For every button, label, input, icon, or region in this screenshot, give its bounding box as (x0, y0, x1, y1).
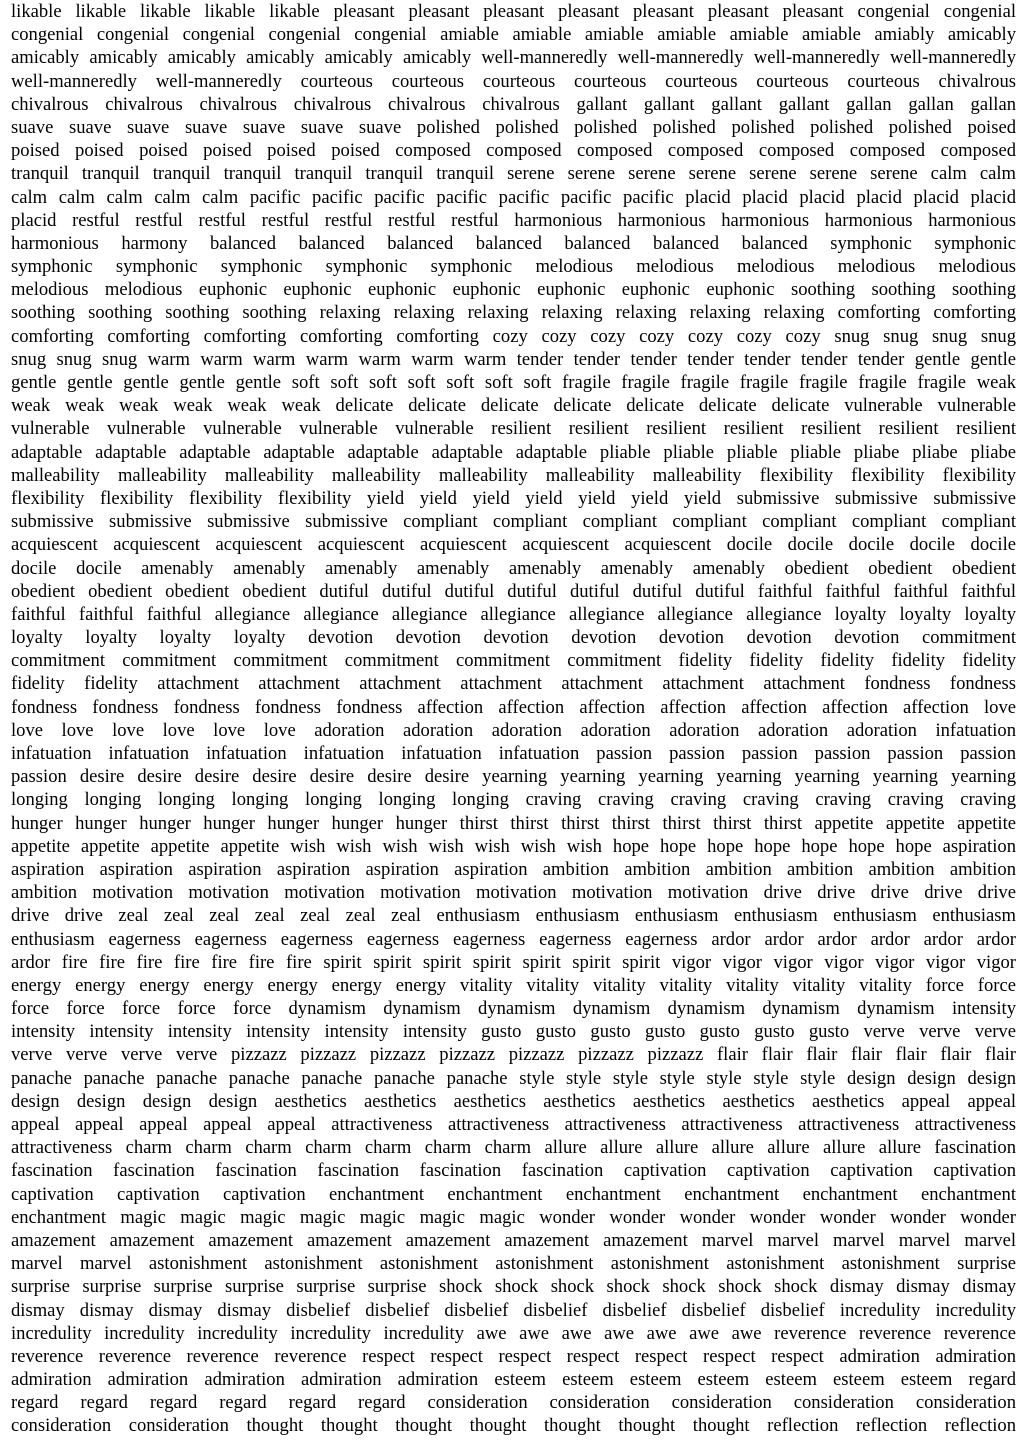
text-line: surprise surprise surprise surprise surprise surprise shock shock shock shock shock shock shock dismay dismay dismay (11, 1276, 1016, 1298)
text-line: dismay dismay dismay dismay disbelief disbelief disbelief disbelief disbelief disbelief disbelief incredulity incredulity (11, 1299, 1016, 1321)
text-line: likable likable likable likable likable pleasant pleasant pleasant pleasant pleasant pleasant pleasant congenial congenial (11, 1, 1016, 22)
text-line: docile docile amenably amenably amenably amenably amenably amenably amenably obedient obedient obedient (11, 557, 1016, 579)
text-line: longing longing longing longing longing longing longing craving craving craving craving craving craving craving (11, 789, 1016, 811)
text-line: admiration admiration admiration admiration admiration esteem esteem esteem esteem esteem esteem esteem regard (11, 1369, 1016, 1391)
text-line: calm calm calm calm calm pacific pacific pacific pacific pacific pacific pacific placid placid placid placid placid placid (11, 186, 1016, 208)
text-line: design design design design aesthetics aesthetics aesthetics aesthetics aesthetics aesthetics aesthetics appeal appeal (11, 1090, 1016, 1112)
text-line: obedient obedient obedient obedient dutiful dutiful dutiful dutiful dutiful dutiful dutiful faithful faithful faithful faithful (11, 580, 1016, 602)
text-line: fondness fondness fondness fondness fondness affection affection affection affection affection affection affection love (11, 696, 1016, 718)
text-line: enthusiasm eagerness eagerness eagerness eagerness eagerness eagerness eagerness ardor ardor ardor ardor ardor ardor (11, 928, 1016, 950)
text-line: adaptable adaptable adaptable adaptable adaptable adaptable adaptable pliable pliable pliable pliable pliabe pliabe pliabe (11, 441, 1016, 463)
text-line: soothing soothing soothing soothing relaxing relaxing relaxing relaxing relaxing relaxing relaxing comforting comforting (11, 302, 1016, 324)
text-line: submissive submissive submissive submissive compliant compliant compliant compliant compliant compliant compliant (11, 511, 1016, 533)
text-line: infatuation infatuation infatuation infatuation infatuation infatuation passion passion passion passion passion passion (11, 743, 1016, 764)
text-line: commitment commitment commitment commitment commitment commitment fidelity fidelity fidelity fidelity fidelity (11, 650, 1016, 672)
text-line: congenial congenial congenial congenial congenial amiable amiable amiable amiable amiable amiable amiably amicably (11, 24, 1016, 46)
text-line: amazement amazement amazement amazement amazement amazement amazement marvel marvel marvel marvel marvel (11, 1229, 1016, 1251)
text-line: well-manneredly well-manneredly courteous courteous courteous courteous courteous courteous courteous chivalrous (11, 70, 1016, 92)
text-line: enchantment magic magic magic magic magic magic magic wonder wonder wonder wonder wonder wonder wonder (11, 1206, 1016, 1228)
text-line: faithful faithful faithful allegiance allegiance allegiance allegiance allegiance allegiance allegiance loyalty loyalty loyalty (11, 603, 1016, 625)
text-line: tranquil tranquil tranquil tranquil tranquil tranquil tranquil serene serene serene serene serene serene serene calm calm (11, 163, 1016, 185)
text-line: marvel marvel astonishment astonishment astonishment astonishment astonishment astonishment astonishment surprise (11, 1253, 1016, 1275)
text-line (11, 1438, 1016, 1446)
text-line: passion desire desire desire desire desire desire desire yearning yearning yearning yearning yearning yearning yearning (11, 766, 1016, 788)
text-line: attractiveness charm charm charm charm charm charm charm allure allure allure allure allure allure allure fascination (11, 1137, 1016, 1159)
text-line: captivation captivation captivation enchantment enchantment enchantment enchantment enchantment enchantment (11, 1183, 1016, 1205)
text-line: appetite appetite appetite appetite wish wish wish wish wish wish wish hope hope hope hope hope hope hope aspiration (11, 835, 1016, 857)
text-line: malleability malleability malleability malleability malleability malleability malleability flexibility flexibility flexibility (11, 464, 1016, 486)
text-line: aspiration aspiration aspiration aspiration aspiration aspiration ambition ambition ambition ambition ambition ambition (11, 858, 1016, 880)
text-line: weak weak weak weak weak weak delicate delicate delicate delicate delicate delicate delicate vulnerable vulnerable (11, 395, 1016, 417)
text-line: vulnerable vulnerable vulnerable vulnerable vulnerable resilient resilient resilient resilient resilient resilient resilient (11, 418, 1016, 440)
text-line: suave suave suave suave suave suave suave polished polished polished polished polished polished polished poised (11, 116, 1016, 138)
text-line: fascination fascination fascination fascination fascination fascination captivation captivation captivation captivation (11, 1160, 1016, 1182)
text-line: fidelity fidelity attachment attachment attachment attachment attachment attachment attachment fondness fondness (11, 673, 1016, 695)
text-line: energy energy energy energy energy energy energy vitality vitality vitality vitality vitality vitality vitality force force (11, 974, 1016, 996)
text-line: harmonious harmony balanced balanced balanced balanced balanced balanced balanced symphonic symphonic (11, 232, 1016, 254)
text-line: incredulity incredulity incredulity incredulity incredulity awe awe awe awe awe awe awe reverence reverence reverence (11, 1322, 1016, 1344)
text-line: flexibility flexibility flexibility flexibility yield yield yield yield yield yield yield submissive submissive submissive (11, 487, 1016, 509)
text-line: ambition motivation motivation motivation motivation motivation motivation motivation drive drive drive drive drive (11, 882, 1016, 904)
text-line: love love love love love love adoration adoration adoration adoration adoration adoration adoration infatuation (11, 719, 1016, 741)
text-line: acquiescent acquiescent acquiescent acquiescent acquiescent acquiescent acquiescent docile docile docile docile docile (11, 534, 1016, 556)
text-line: intensity intensity intensity intensity intensity intensity gusto gusto gusto gusto gusto gusto gusto verve verve verve (11, 1021, 1016, 1043)
text-line: reverence reverence reverence reverence respect respect respect respect respect respect respect admiration admiration (11, 1345, 1016, 1367)
text-line: melodious melodious euphonic euphonic euphonic euphonic euphonic euphonic euphonic soothing soothing soothing (11, 279, 1016, 301)
text-line: symphonic symphonic symphonic symphonic symphonic melodious melodious melodious melodious melodious (11, 256, 1016, 278)
text-line: appeal appeal appeal appeal appeal attractiveness attractiveness attractiveness attractiveness attractiveness attractiveness (11, 1114, 1016, 1135)
text-line: panache panache panache panache panache panache panache style style style style style style style design design design (11, 1067, 1016, 1089)
text-line: chivalrous chivalrous chivalrous chivalrous chivalrous chivalrous gallant gallant gallant gallant gallan gallan gallan (11, 93, 1016, 115)
text-line: verve verve verve verve pizzazz pizzazz pizzazz pizzazz pizzazz pizzazz pizzazz flair flair flair flair flair flair flair (11, 1044, 1016, 1066)
text-line: comforting comforting comforting comforting comforting cozy cozy cozy cozy cozy cozy cozy snug snug snug snug (11, 325, 1016, 347)
text-line: poised poised poised poised poised poised composed composed composed composed composed composed composed (11, 140, 1016, 162)
text-line: drive drive zeal zeal zeal zeal zeal zeal zeal enthusiasm enthusiasm enthusiasm enthusiasm enthusiasm enthusiasm (11, 905, 1016, 927)
text-line: snug snug snug warm warm warm warm warm warm warm tender tender tender tender tender tender tender gentle gentle (11, 348, 1016, 370)
text-line: placid restful restful restful restful restful restful restful harmonious harmonious harmonious harmonious harmonious (11, 209, 1016, 231)
text-line: regard regard regard regard regard regard consideration consideration consideration consideration consideration (11, 1392, 1016, 1414)
text-line: loyalty loyalty loyalty loyalty devotion devotion devotion devotion devotion devotion devotion commitment (11, 627, 1016, 649)
text-line: ardor fire fire fire fire fire fire fire spirit spirit spirit spirit spirit spirit spirit vigor vigor vigor vigor vigor vigor vigor (11, 951, 1016, 973)
text-line: amicably amicably amicably amicably amicably amicably well-manneredly well-manneredly well-manneredly well-manneredly (11, 47, 1016, 69)
text-line: force force force force force dynamism dynamism dynamism dynamism dynamism dynamism dynamism intensity (11, 998, 1016, 1020)
text-line: hunger hunger hunger hunger hunger hunger hunger thirst thirst thirst thirst thirst thirst thirst appetite appetite appetite (11, 812, 1016, 834)
text-line: consideration consideration thought thought thought thought thought thought thought reflection reflection reflection (11, 1415, 1016, 1437)
text-line: gentle gentle gentle gentle gentle soft soft soft soft soft soft soft fragile fragile fragile fragile fragile fragile fragile weak (11, 372, 1016, 393)
